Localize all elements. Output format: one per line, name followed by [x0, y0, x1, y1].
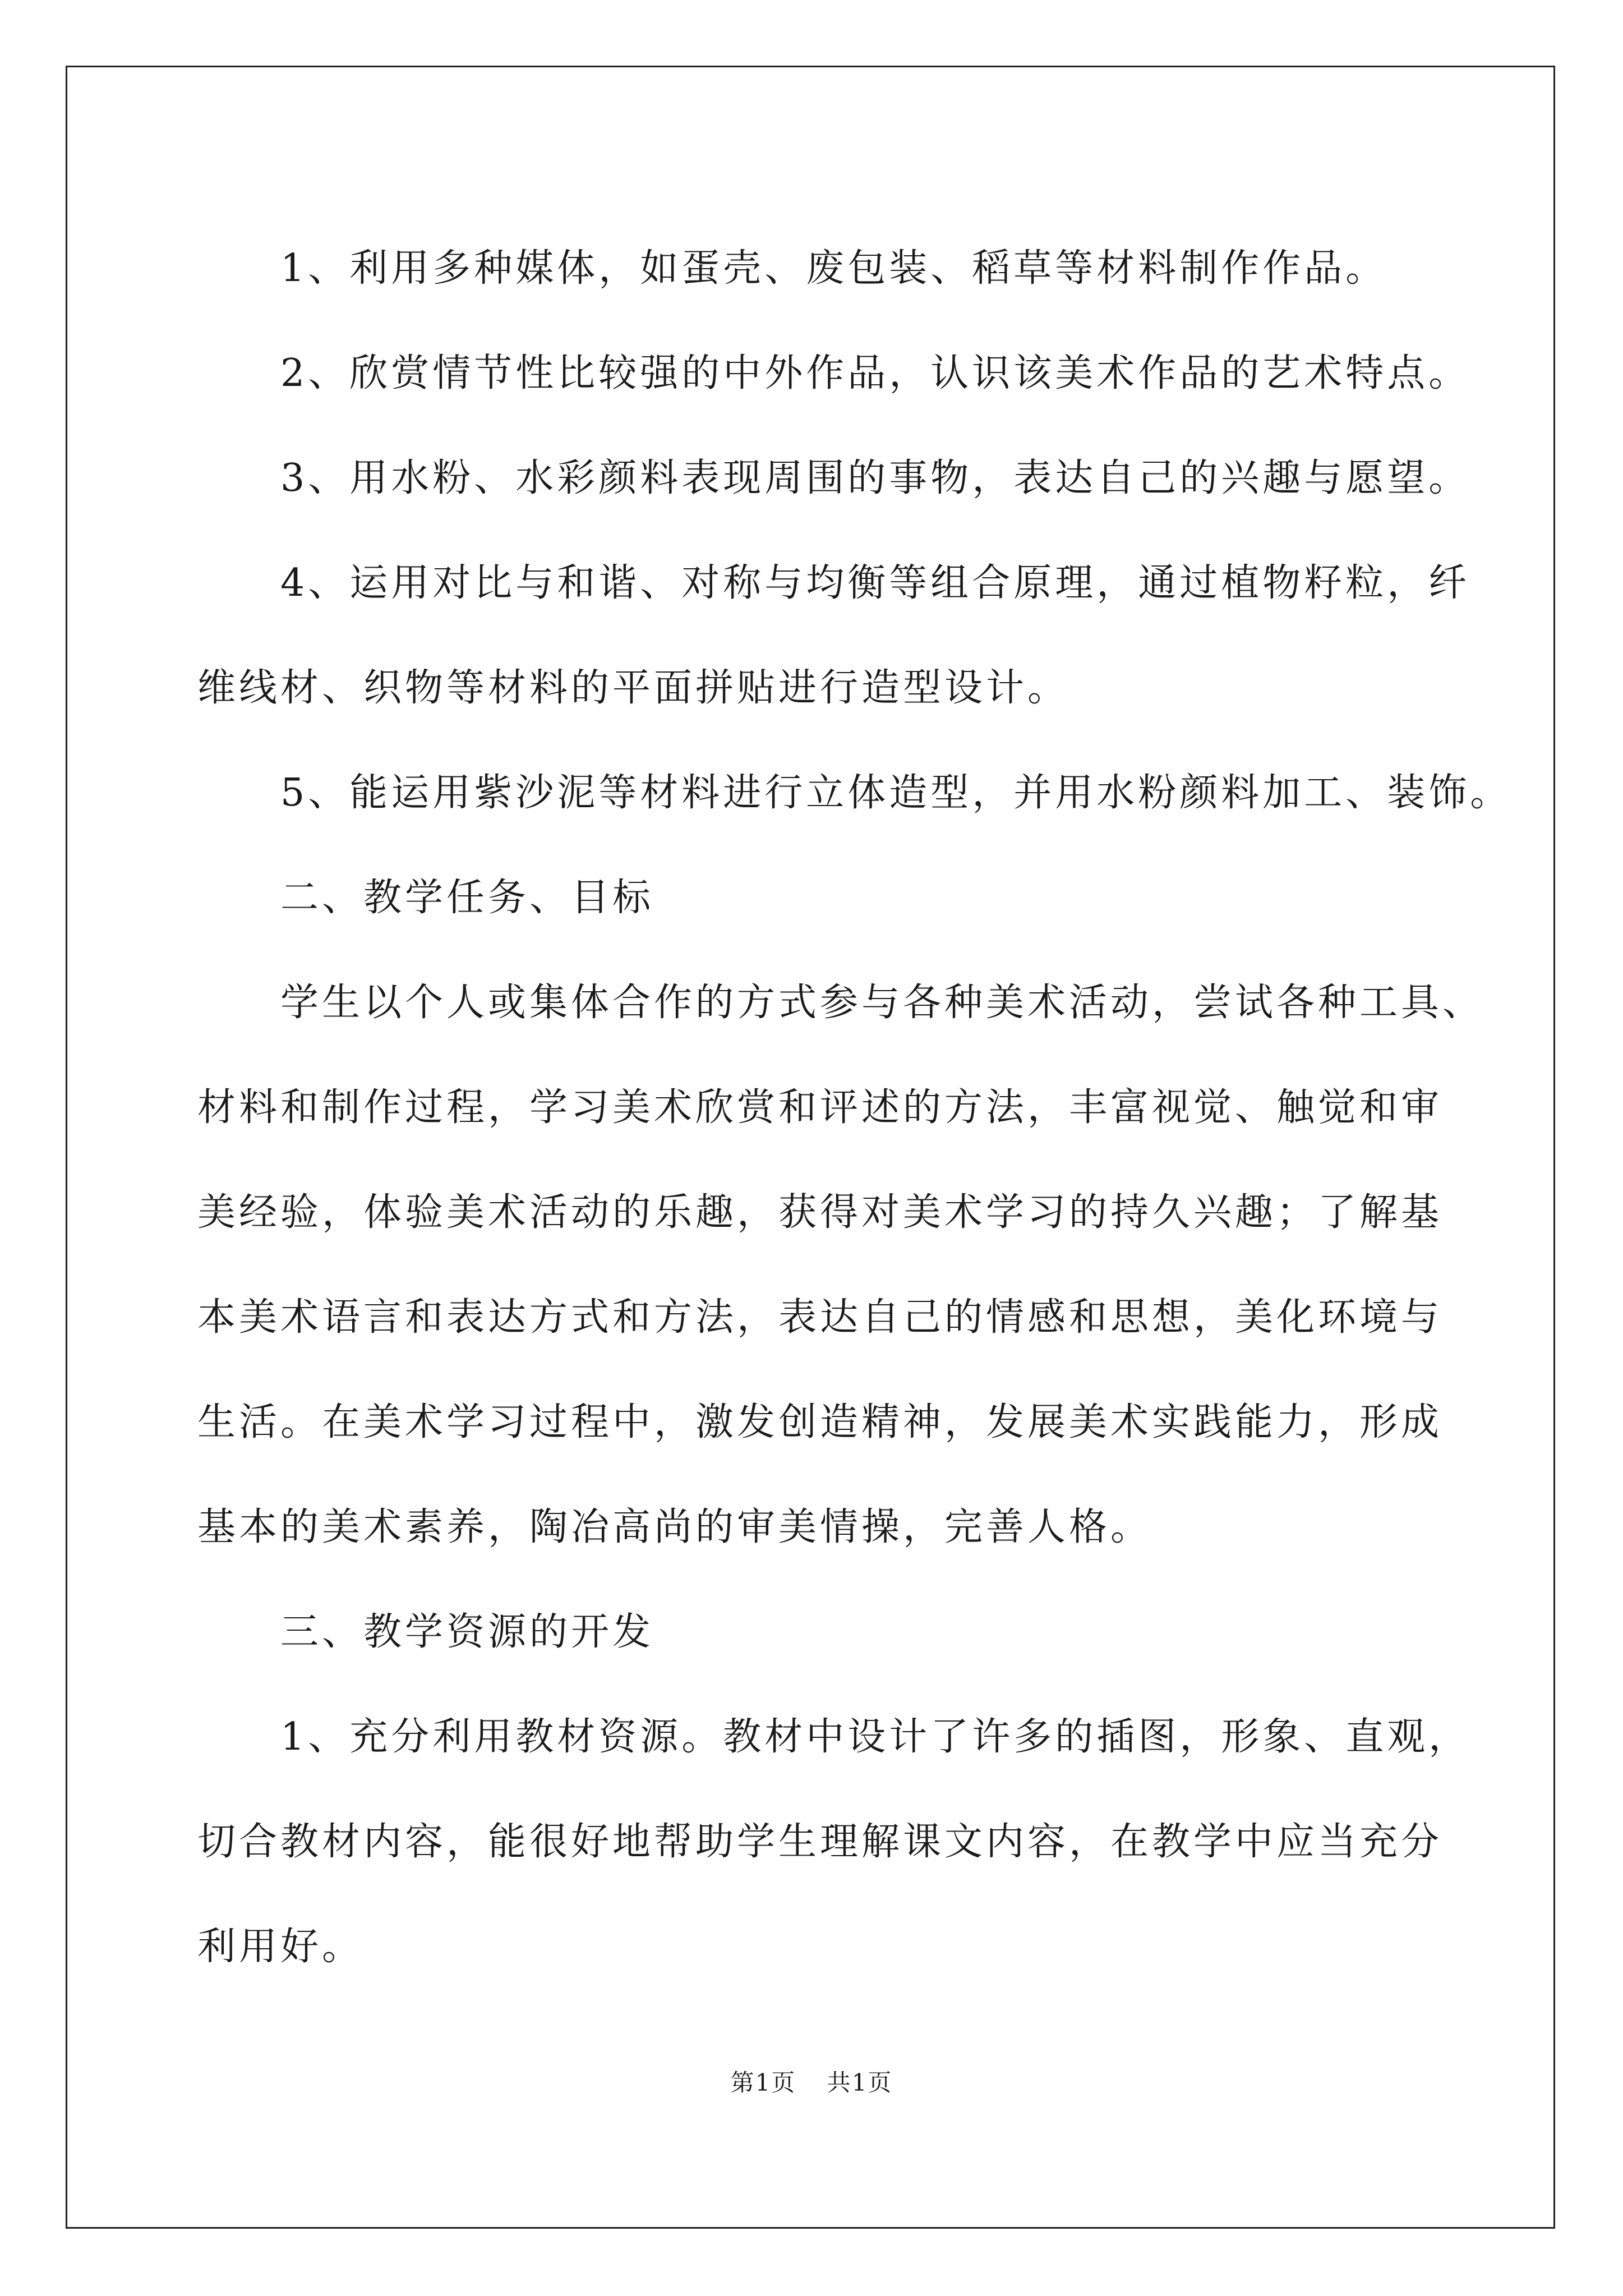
page-footer [0, 2064, 1623, 2098]
section-heading-2 [197, 845, 1431, 950]
text-line: 1、利用多种媒体，如蛋壳、废包装、稻草等材料制作作品。 [280, 246, 1387, 291]
paragraph-7-line-2 [197, 1055, 1443, 1160]
paragraph-4-line-2 [197, 636, 1431, 740]
text-line: 本美术语言和表达方式和方法，表达自己的情感和思想，美化环境与 [197, 1295, 1443, 1340]
paragraph-1 [197, 216, 1431, 321]
text-line: 基本的美术素养，陶冶高尚的审美情操，完善人格。 [197, 1505, 1152, 1549]
paragraph-3 [197, 426, 1470, 531]
text-line: 生活。在美术学习过程中，激发创造精神，发展美术实践能力，形成 [197, 1400, 1443, 1444]
paragraph-2 [197, 321, 1470, 426]
text-line: 5、能运用紫沙泥等材料进行立体造型，并用水粉颜料加工、装饰。 [280, 771, 1512, 815]
text-line: 3、用水粉、水彩颜料表现周围的事物，表达自己的兴趣与愿望。 [280, 456, 1470, 500]
text-line: 1、充分利用教材资源。教材中设计了许多的插图，形象、直观， [280, 1715, 1470, 1759]
section-heading-3 [197, 1580, 1431, 1685]
text-line: 美经验，体验美术活动的乐趣，获得对美术学习的持久兴趣；了解基 [197, 1190, 1443, 1235]
heading-text: 二、教学任务、目标 [280, 876, 654, 920]
text-line: 材料和制作过程，学习美术欣赏和评述的方法，丰富视觉、触觉和审 [197, 1085, 1443, 1130]
text-line: 2、欣赏情节性比较强的中外作品，认识该美术作品的艺术特点。 [280, 351, 1470, 395]
page-total: 共1页 [827, 2069, 893, 2096]
document-body [197, 216, 1512, 1999]
paragraph-7-line-3 [197, 1160, 1443, 1265]
page-number: 第1页 [730, 2069, 796, 2096]
text-line: 维线材、织物等材料的平面拼贴进行造型设计。 [197, 666, 1069, 710]
paragraph-7-line-5 [197, 1370, 1443, 1475]
paragraph-7-line-1 [197, 950, 1484, 1055]
paragraph-7-line-6 [197, 1475, 1431, 1580]
text-line: 4、运用对比与和谐、对称与均衡等组合原理，通过植物籽粒，纤 [280, 561, 1470, 605]
paragraph-9-line-3 [197, 1894, 1431, 1999]
paragraph-5 [197, 740, 1512, 845]
text-line: 切合教材内容，能很好地帮助学生理解课文内容，在教学中应当充分 [197, 1820, 1443, 1864]
paragraph-9-line-2 [197, 1789, 1443, 1894]
text-line: 学生以个人或集体合作的方式参与各种美术活动，尝试各种工具、 [280, 981, 1484, 1025]
paragraph-4-line-1 [197, 531, 1470, 636]
paragraph-9-line-1 [197, 1685, 1470, 1789]
paragraph-7-line-4 [197, 1265, 1443, 1370]
heading-text: 三、教学资源的开发 [280, 1610, 654, 1654]
text-line: 利用好。 [197, 1925, 364, 1969]
